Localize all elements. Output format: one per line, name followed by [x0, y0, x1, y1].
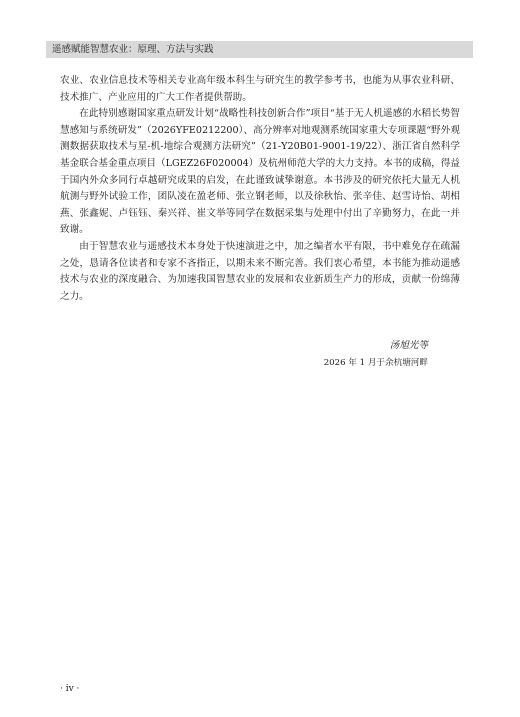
paragraph-acknowledgements: 在此特别感谢国家重点研发计划“战略性科技创新合作”项目“基于无人机遥感的水稻长势智慧感知与系统研发”（2026YFE0212200）、高分辨率对地观测系统国家重大专项课题“野外观测数据获取技术与星-机-地综合观测方法研究”（21-Y20B01-9001-19/22）、浙江省自然科学基金联合基金重点项目（LGEZ26F020004）及杭州师范大学的大力支持。本书的成稿，得益于国内外众多同行卓越研究成果的启发，在此谨致诚挚谢意。本书涉及的研究依托大量无人机航测与野外试验工作，团队凌在盈老师、张立钢老师，以及徐秋怡、张辛佳、赵雪诗怡、胡相燕、张鑫妮、卢钰钰、秦兴祥、崔文举等同学在数据采集与处理中付出了辛勤努力，在此一并致谢。 [60, 108, 460, 236]
page-number: · iv · [60, 684, 80, 694]
running-header [46, 41, 473, 58]
author-signature: 汤旭光等 [389, 340, 428, 351]
preface-body [60, 73, 460, 305]
book-title: 遥感赋能智慧农业：原理、方法与实践 [52, 44, 214, 55]
signature-date: 2026 年 1 月于余杭塘河畔 [323, 358, 428, 368]
paragraph-closing: 由于智慧农业与遥感技术本身处于快速演进之中，加之编者水平有限，书中难免存在疏漏之处，恳请各位读者和专家不吝指正，以期未来不断完善。我们衷心希望，本书能为推动遥感技术与农业的深度融合、为加速我国智慧农业的发展和农业新质生产力的形成，贡献一份绵薄之力。 [60, 240, 460, 302]
paragraph-continued: 农业、农业信息技术等相关专业高年级本科生与研究生的教学参考书，也能为从事农业科研、技术推广、产业应用的广大工作者提供帮助。 [60, 75, 460, 103]
